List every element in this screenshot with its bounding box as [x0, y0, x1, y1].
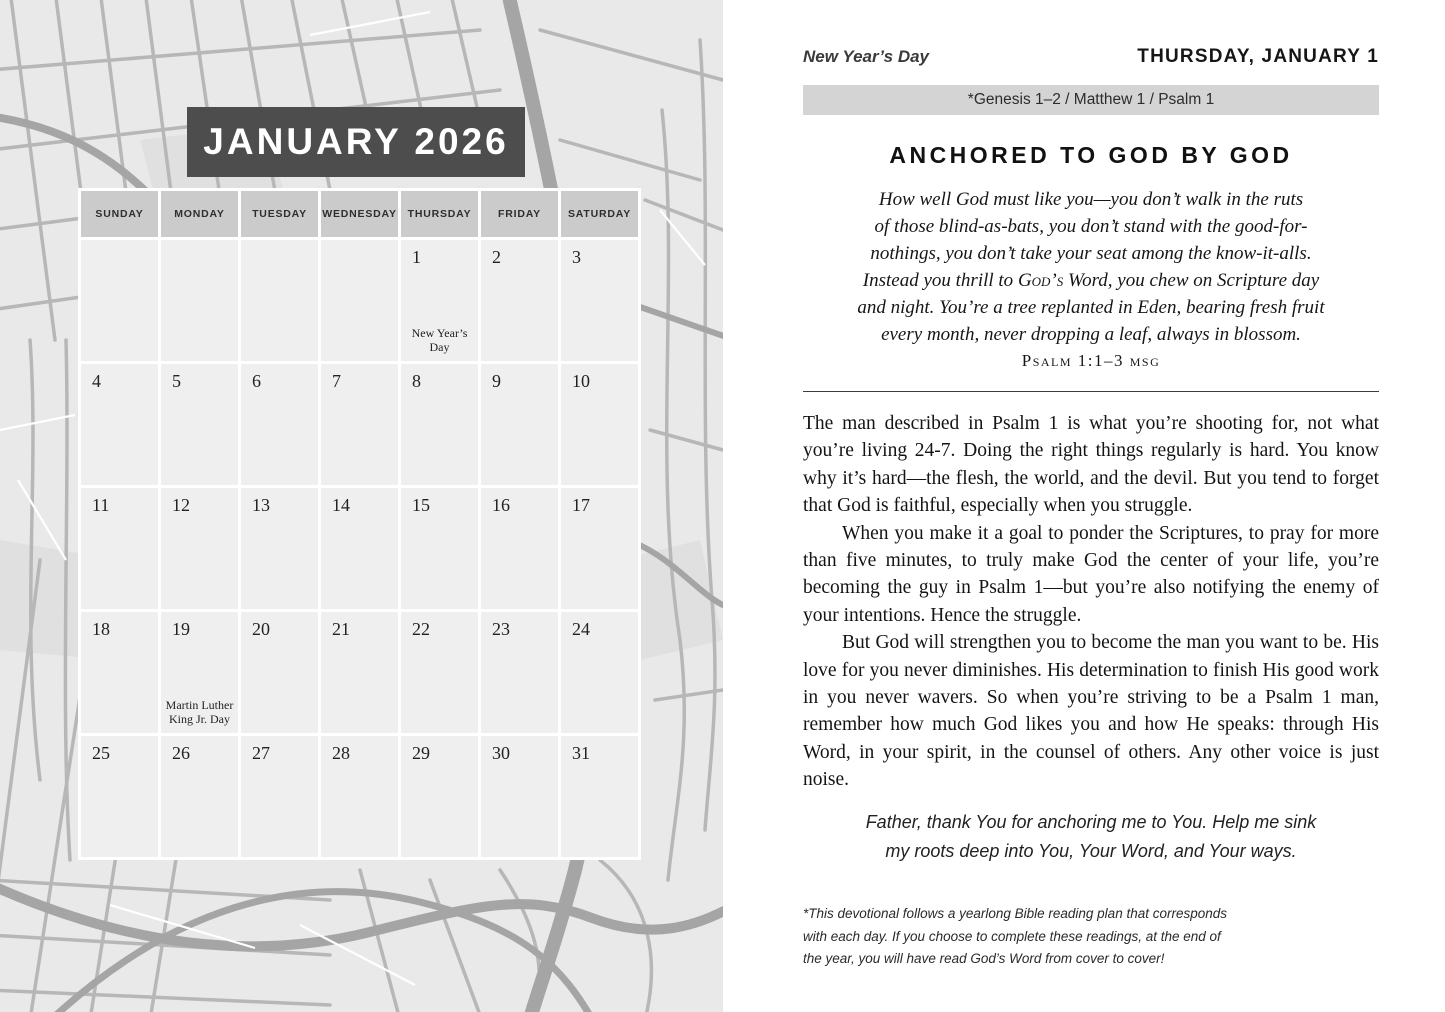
scripture-line: of those blind-as-bats, you don’t stand with the good-for-: [874, 216, 1308, 237]
day-number: 28: [332, 743, 350, 763]
day-number: 7: [332, 371, 341, 391]
day-number: 14: [332, 495, 350, 515]
calendar-day-cell: [561, 612, 638, 733]
calendar-day-cell: [561, 240, 638, 361]
day-number: 11: [92, 495, 110, 515]
calendar-day-cell-jan-19: [161, 612, 238, 733]
weekday-header-saturday: SATURDAY: [561, 191, 638, 237]
calendar-day-cell: [161, 736, 238, 857]
calendar-day-cell: [161, 240, 238, 361]
calendar-day-cell: [81, 736, 158, 857]
day-number: 1: [412, 247, 421, 267]
scripture-line: Instead you thrill to God’s Word, you chew on Scripture day: [862, 270, 1320, 291]
day-number: 18: [92, 619, 110, 639]
weekday-header-monday: MONDAY: [161, 191, 238, 237]
day-number: 29: [412, 743, 430, 763]
month-title-box: [187, 107, 525, 177]
calendar-day-cell: [481, 488, 558, 609]
holiday-label-mlk-day: Martin Luther King Jr. Day: [165, 698, 234, 726]
calendar-day-cell: [161, 364, 238, 485]
day-number: 27: [252, 743, 270, 763]
day-number: 4: [92, 371, 101, 391]
day-number: 10: [572, 371, 590, 391]
devotional-title: ANCHORED TO GOD BY GOD: [889, 142, 1293, 168]
weekday-header-thursday: THURSDAY: [401, 191, 478, 237]
day-number: 17: [572, 495, 590, 515]
day-number: 12: [172, 495, 190, 515]
calendar-day-cell: [241, 364, 318, 485]
day-number: 23: [492, 619, 510, 639]
calendar-day-cell: [321, 612, 398, 733]
date-heading: THURSDAY, JANUARY 1: [1137, 46, 1379, 67]
holiday-label-new-years: New Year’s Day: [411, 326, 468, 354]
calendar-day-cell: [401, 364, 478, 485]
divider-rule: [803, 391, 1379, 392]
weekday-header-sunday: SUNDAY: [81, 191, 158, 237]
month-title: JANUARY 2026: [203, 121, 509, 162]
calendar-day-cell: [241, 612, 318, 733]
day-number: 3: [572, 247, 581, 267]
day-number: 19: [172, 619, 190, 639]
prayer: [803, 808, 1379, 866]
weekday-header-wednesday: WEDNESDAY: [321, 191, 398, 237]
body-paragraph: But God will strengthen you to become the man you want to be. His love for you never diminishes. His determination to finish His good work in you never wavers. So when you’re striving to be a Psalm 1 man, remember how much God likes you and how He speaks: through His Word, in your spirit, in the counsel of others. Any other voice is just noise.: [803, 632, 1379, 791]
calendar-day-cell: [81, 240, 158, 361]
day-number: 21: [332, 619, 350, 639]
calendar-day-cell: [481, 736, 558, 857]
scripture-line: nothings, you don’t take your seat among the know-it-alls.: [870, 243, 1312, 264]
calendar-day-cell: [321, 488, 398, 609]
day-number: 5: [172, 371, 181, 391]
footnote-line: the year, you will have read God’s Word from cover to cover!: [803, 951, 1165, 966]
calendar-day-cell: [481, 364, 558, 485]
calendar-day-cell: [401, 488, 478, 609]
day-number: 2: [492, 247, 501, 267]
day-number: 9: [492, 371, 501, 391]
day-number: 6: [252, 371, 261, 391]
day-number: 20: [252, 619, 270, 639]
day-number: 15: [412, 495, 430, 515]
scripture-line: every month, never dropping a leaf, always in blossom.: [881, 324, 1301, 345]
calendar-day-cell: [401, 612, 478, 733]
calendar-day-cell: [161, 488, 238, 609]
scripture-line: and night. You’re a tree replanted in Eden, bearing fresh fruit: [857, 297, 1325, 318]
calendar-day-cell: [321, 364, 398, 485]
calendar-day-cell: [481, 240, 558, 361]
scripture-quote: [803, 186, 1379, 348]
footnote-line: *This devotional follows a yearlong Bible reading plan that corresponds: [803, 906, 1228, 921]
holiday-note: New Year’s Day: [803, 47, 930, 66]
calendar-day-cell: [241, 488, 318, 609]
day-number: 16: [492, 495, 510, 515]
day-number: 13: [252, 495, 270, 515]
calendar-day-cell: [241, 736, 318, 857]
calendar-day-cell: [81, 488, 158, 609]
day-number: 8: [412, 371, 421, 391]
calendar-day-cell: [561, 364, 638, 485]
calendar-day-cell: [81, 364, 158, 485]
calendar-day-cell: [401, 736, 478, 857]
calendar-day-cell: [321, 240, 398, 361]
page-header: [803, 46, 1379, 68]
body-paragraph: When you make it a goal to ponder the Scriptures, to pray for more than five minutes, to truly make God the center of your life, you’re becoming the guy in Psalm 1—but you’re also notifying the enemy of your intentions. Hence the struggle.: [803, 522, 1379, 626]
footnote-line: with each day. If you choose to complete these readings, at the end of: [803, 928, 1221, 944]
body-paragraph: The man described in Psalm 1 is what you’re shooting for, not what you’re living 24-7. Doing the right things regularly is hard. You know why it’s hard—the flesh, the world, and the devil. But you tend to forget that God is faithful, especially when you struggle.: [803, 413, 1379, 517]
day-number: 31: [572, 743, 590, 763]
prayer-line: Father, thank You for anchoring me to You. Help me sink: [865, 812, 1317, 832]
day-number: 24: [572, 619, 590, 639]
day-number: 25: [92, 743, 110, 763]
day-number: 30: [492, 743, 510, 763]
devotional-body: [803, 410, 1379, 794]
calendar-day-cell: [241, 240, 318, 361]
calendar-day-cell: [561, 736, 638, 857]
weekday-header-tuesday: TUESDAY: [241, 191, 318, 237]
calendar-day-cell: [321, 736, 398, 857]
weekday-header-friday: FRIDAY: [481, 191, 558, 237]
calendar-day-cell: [81, 612, 158, 733]
reading-plan-text: *Genesis 1–2 / Matthew 1 / Psalm 1: [967, 91, 1215, 108]
devotional-page: [723, 0, 1445, 1012]
calendar-grid: [78, 188, 641, 860]
calendar-day-cell: [561, 488, 638, 609]
scripture-reference: Psalm 1:1–3 msg: [1021, 351, 1161, 370]
reading-plan-bar: [803, 85, 1379, 115]
footnote: [803, 903, 1379, 971]
calendar-day-cell: [481, 612, 558, 733]
scripture-line: How well God must like you—you don’t walk in the ruts: [878, 189, 1304, 210]
day-number: 26: [172, 743, 190, 763]
prayer-line: my roots deep into You, Your Word, and Your ways.: [885, 841, 1297, 861]
calendar-day-cell-jan-1: [401, 240, 478, 361]
day-number: 22: [412, 619, 430, 639]
